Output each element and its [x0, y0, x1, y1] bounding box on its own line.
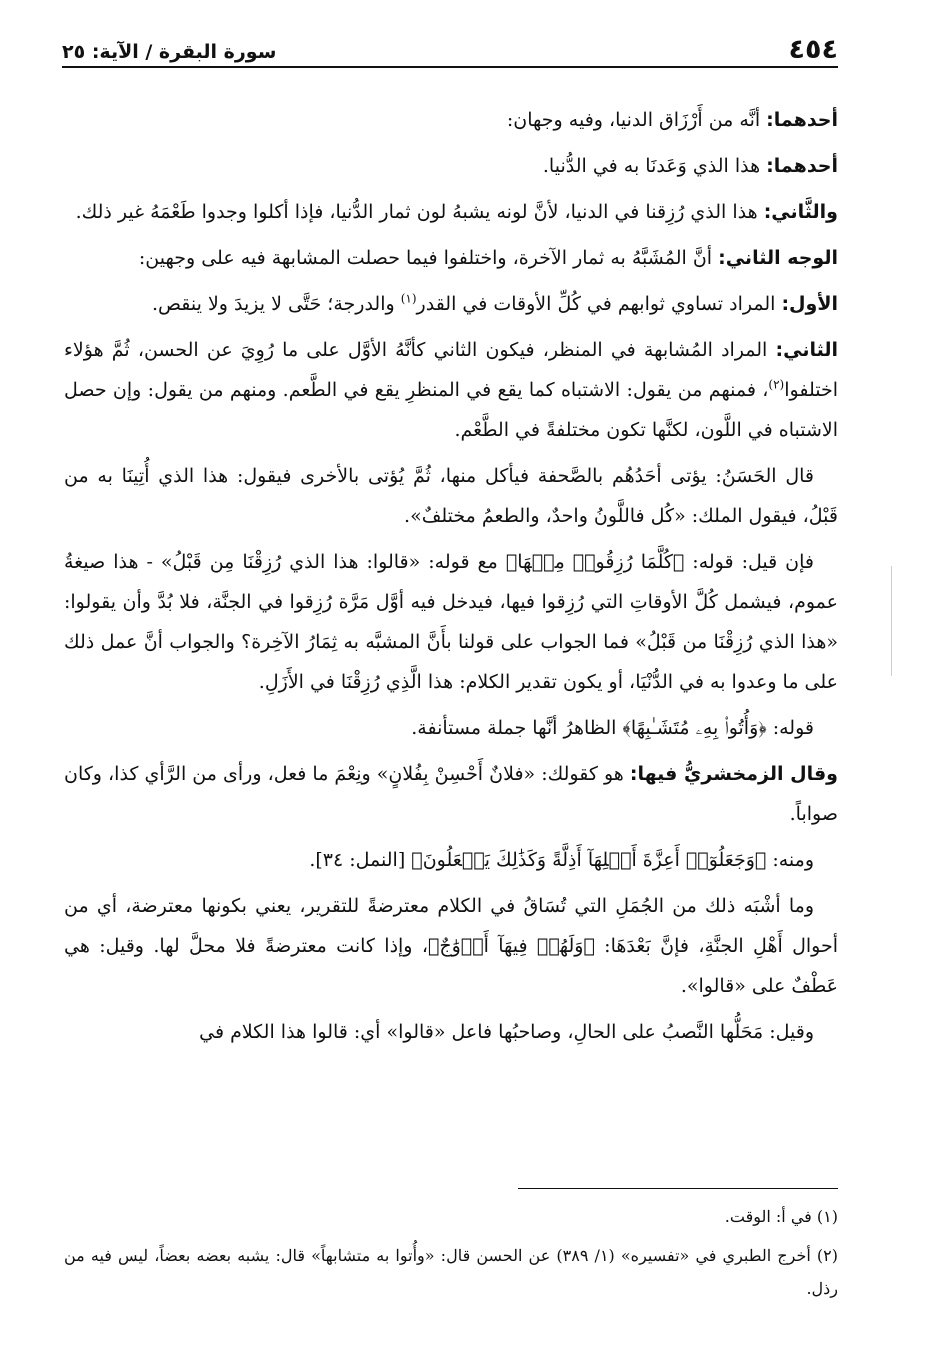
page-number: ٤٥٤	[788, 34, 838, 65]
paragraph-text: أنَّ المُشَبَّهُ به ثمار الآخرة، واختلفوا فيما حصلت المشابهة فيه على وجهين:	[138, 247, 719, 269]
paragraph-text: والدرجة؛ حَتَّى لا يزيدَ ولا ينقص.	[151, 293, 401, 315]
footnote-ref: (١)	[400, 291, 417, 306]
paragraph	[64, 708, 838, 748]
paragraph	[64, 330, 838, 450]
footnote-ref: (٢)	[768, 377, 785, 392]
paragraph-text: وما أشْبَه ذلك من الجُمَلِ التي تُسَاقُ في الكلام معترضةً للتقرير، يعني بكونها معترضة، أي من أحوال أَهْلِ الجنَّةِ، فإنَّ بَعْدَهَا: ﴿وَلَهُمۡ فِيهَآ أَزۡوَٰجٌ﴾، وإذا كانت معترضةً فلا محلَّ لها. وقيل: هي عَطْفٌ على «قالوا».	[64, 895, 838, 997]
paragraph	[64, 100, 838, 140]
paragraph	[64, 456, 838, 536]
paragraph-lead: الأول:	[781, 293, 838, 315]
paragraph	[64, 146, 838, 186]
paragraph-text: هذا الذي وَعَدنَا به في الدُّنيا.	[542, 155, 767, 177]
header-rule	[62, 66, 838, 68]
paragraph	[64, 284, 838, 324]
paragraph-text: فإن قيل: قوله: ﴿كُلَّمَا رُزِقُوا۟ مِنۡهَا﴾ مع قوله: «قالوا: هذا الذي رُزِقْنَا مِن قَبْلُ» - هذا صيغةُ عموم، فيشمل كُلَّ الأوقاتِ التي رُزِقوا فيها، فيدخل فيه أوَّل مَرَّة رُزِقوا في الجنَّة، فلا بُدَّ وأن يقولوا: «هذا الذي رُزِقْنَا من قَبْلُ» فما الجواب على قولنا بأَنَّ المشبَّه به ثِمَارُ الآخِرة؟ والجواب أنَّ عمل ذلك على ما وعدوا به في الدُّنْيَا، أو يكون تقدير الكلام: هذا الَّذِي رُزِقْنَا في الأَزَلِ.	[64, 551, 838, 693]
footnote: (١) في أ: الوقت.	[724, 1207, 838, 1226]
main-text	[64, 100, 838, 1058]
margin-mark	[891, 566, 892, 676]
footnotes	[64, 1200, 838, 1311]
running-title: سورة البقرة / الآية: ٢٥	[62, 41, 277, 63]
paragraph-lead: أحدهما:	[766, 155, 838, 177]
paragraph-text: أنَّه من أَرْزَاق الدنيا، وفيه وجهان:	[506, 109, 767, 131]
paragraph	[64, 886, 838, 1006]
paragraph	[64, 754, 838, 834]
paragraph-text: المراد المُشابهة في المنظر، فيكون الثاني كأنَّهُ الأوَّل على ما رُوِيَ عن الحسن، ثُمَّ هؤلاء اختلفوا	[64, 339, 838, 401]
paragraph-text: قوله: ﴿وَأُتُوا۟ بِهِۦ مُتَشَـٰبِهًا﴾ الظاهرُ أنَّها جملة مستأنفة.	[411, 717, 814, 739]
paragraph-lead: والثَّاني:	[763, 201, 838, 223]
paragraph-lead: الثاني:	[775, 339, 838, 361]
paragraph	[64, 840, 838, 880]
paragraph-text: وقيل: مَحَلُّها النَّصبُ على الحالِ، وصاحبُها فاعل «قالوا» أي: قالوا هذا الكلام في	[199, 1021, 814, 1043]
paragraph-lead: وقال الزمخشريُّ فيها:	[629, 763, 838, 785]
paragraph	[64, 1012, 838, 1052]
paragraph-text: هذا الذي رُزِقنا في الدنيا، لأنَّ لونه يشبهُ لون ثمار الدُّنيا، فإذا أكلوا وجدوا طَعْمَهُ غير ذلك.	[75, 201, 764, 223]
paragraph-lead: أحدهما:	[766, 109, 838, 131]
paragraph-text: ومنه: ﴿وَجَعَلُوٓا۟ أَعِزَّةَ أَهۡلِهَآ أَذِلَّةً وَكَذَٰلِكَ يَفۡعَلُونَ﴾ [النمل: ٣٤].	[309, 849, 814, 871]
paragraph	[64, 542, 838, 702]
paragraph	[64, 238, 838, 278]
paragraph-text: هو كقولك: «فلانٌ أَحْسِنْ بِفُلانٍ» ونِعْمَ ما فعل، ورأى من الرَّأي كذا، وكان صواباً.	[64, 763, 838, 825]
paragraph-lead: الوجه الثاني:	[718, 247, 838, 269]
footnote: (٢) أخرج الطبري في «تفسيره» (١/ ٣٨٩) عن الحسن قال: «وأُتوا به متشابهاً» قال: يشبه بعضه بعضاً، ليس فيه من رذل.	[64, 1246, 838, 1298]
page-header	[62, 34, 838, 66]
paragraph	[64, 192, 838, 232]
footnote-divider	[518, 1188, 838, 1189]
paragraph-text: المراد تساوي ثوابهم في كُلِّ الأوقات في القدر	[416, 293, 782, 315]
paragraph-text: ، فمنهم من يقول: الاشتباه كما يقع في المنظرِ يقع في الطَّعم. ومنهم من يقول: وإن حصل الاشتباه في اللَّون، لكنَّها تكون مختلفةً في الطَّعْم.	[64, 379, 838, 441]
paragraph-text: قال الحَسَنُ: يؤتى أحَدُهُم بالصَّحفة فيأكل منها، ثُمَّ يُؤتى بالأخرى فيقول: هذا الذي أُتِينَا به من قَبْلُ، فيقول الملك: «كُل فاللَّونُ واحدٌ، والطعمُ مختلفٌ».	[64, 465, 838, 527]
